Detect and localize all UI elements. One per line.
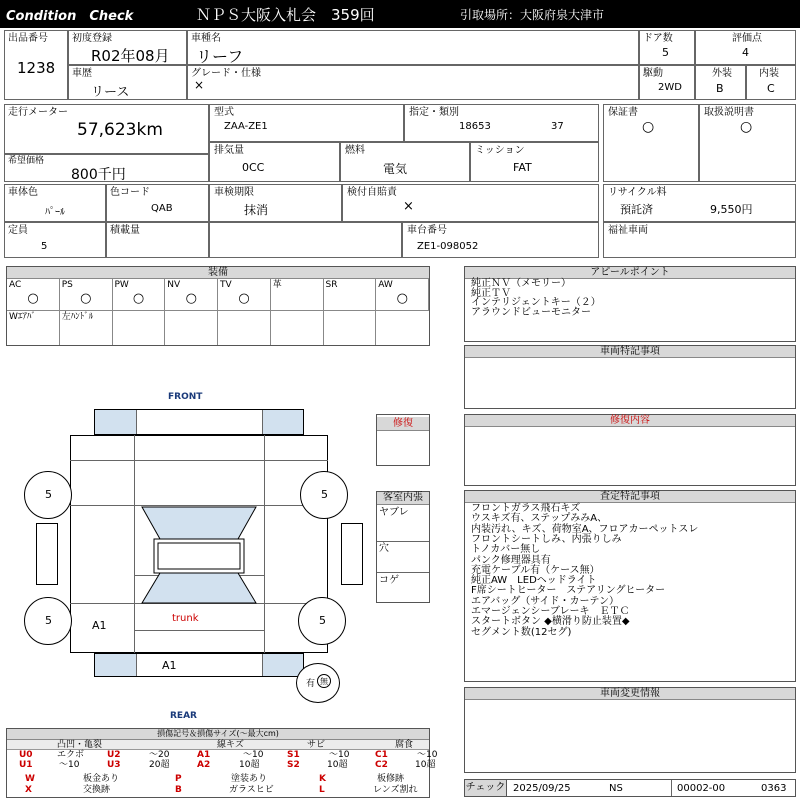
capacity-box xyxy=(4,222,106,258)
displacement-label: 排気量 xyxy=(214,145,244,156)
equipment-cell xyxy=(218,311,271,345)
grade-value: × xyxy=(194,78,205,92)
inspection-note-line: ウスキズ有、ステップみみA、 xyxy=(471,513,608,525)
color-box xyxy=(4,184,106,222)
manual-box xyxy=(699,104,796,182)
legend-code: A2 xyxy=(197,760,211,770)
legend-code: S2 xyxy=(287,760,300,770)
recycle-amount: 9,550円 xyxy=(710,203,753,216)
designation-value-2: 37 xyxy=(551,121,564,132)
legend-code: C2 xyxy=(375,760,388,770)
color-code-box xyxy=(106,184,209,222)
legend-row-3 xyxy=(7,774,429,785)
inspection-note-line: トノカバー無し xyxy=(471,544,541,556)
title-pickup-location: 引取場所：大阪府泉大津市 xyxy=(460,8,605,22)
grade-label: グレード・仕様 xyxy=(191,68,261,79)
mission-box xyxy=(470,142,599,182)
inspection-note-line: スタートボタン ◆横滑り防止装置◆ xyxy=(471,616,630,628)
rating-value: 4 xyxy=(742,46,749,59)
equipment-cell xyxy=(7,311,60,345)
car-name-value: リーフ xyxy=(196,47,244,66)
legend-text: ～10 xyxy=(329,750,350,760)
color-value: ﾊﾟｰﾙ xyxy=(45,207,65,218)
designation-label: 指定・類別 xyxy=(409,107,459,118)
legend-code: U0 xyxy=(19,750,33,760)
equipment-cell-label: PS xyxy=(61,280,73,290)
blank-info-box xyxy=(209,222,402,258)
equipment-cell xyxy=(271,311,324,345)
appeal-panel xyxy=(464,266,796,342)
inspection-note-line: 純正AW LEDヘッドライト xyxy=(471,575,597,587)
inspection-note-line: セグメント数(12セグ) xyxy=(471,626,572,638)
legend-text: 板金あり xyxy=(83,774,120,784)
equipment-cell xyxy=(165,311,218,345)
equipment-cell-label: 左ﾊﾝﾄﾞﾙ xyxy=(61,312,94,322)
liability-value: × xyxy=(403,199,414,214)
inspection-note-line: エマージェンシーブレーキ ＥＴＣ xyxy=(471,606,630,617)
tire-rear-right xyxy=(298,597,346,645)
model-box xyxy=(209,104,404,142)
fuel-label: 燃料 xyxy=(345,145,365,156)
vehicle-change-title: 車両変更情報 xyxy=(465,688,795,700)
spare-tire-label: 有 xyxy=(306,679,316,689)
repair-title: 修復 xyxy=(377,417,429,431)
tire-front-right xyxy=(300,471,348,519)
damage-mark-rear-bumper: A1 xyxy=(162,659,177,672)
check-footer xyxy=(464,779,796,797)
rating-label: 評価点 xyxy=(732,33,762,44)
exterior-label: 外装 xyxy=(712,68,732,79)
warranty-box xyxy=(603,104,699,182)
tire-front-right-value: 5 xyxy=(321,488,328,501)
interior-value: C xyxy=(767,82,775,95)
inspection-box xyxy=(209,184,342,222)
mission-value: FAT xyxy=(513,161,532,174)
fuel-box xyxy=(340,142,470,182)
designation-box xyxy=(404,104,599,142)
equipment-cell-label: 革 xyxy=(272,280,282,290)
inspection-note-line: パンク修理器具有 xyxy=(471,554,551,566)
tire-front-left-value: 5 xyxy=(45,488,52,501)
equipment-cell-label: NV xyxy=(167,280,181,290)
color-code-value: QAB xyxy=(151,203,173,214)
history-box xyxy=(68,65,187,100)
liability-box xyxy=(342,184,599,222)
front-right-corner xyxy=(262,410,303,434)
equipment-row-1 xyxy=(7,279,429,311)
spare-tire-mark: 無 xyxy=(317,674,331,688)
legend-row-2 xyxy=(7,760,436,770)
legend-code: S1 xyxy=(287,750,300,760)
appeal-line: 純正ＴＶ xyxy=(471,287,511,299)
legend-title: 損傷記号＆損傷サイズ(～最大cm) xyxy=(7,729,429,740)
body-divider-right xyxy=(264,435,265,653)
load-capacity-box xyxy=(106,222,209,258)
equipment-cell xyxy=(324,311,377,345)
legend-code: P xyxy=(175,774,182,784)
legend-text: 10超 xyxy=(327,760,348,770)
recycle-status: 預託済 xyxy=(620,203,653,216)
legend-text: 塗装あり xyxy=(231,774,268,784)
liability-label: 検付自賠責 xyxy=(347,187,397,198)
trunk-label: trunk xyxy=(172,613,199,624)
damage-mark-left-rear: A1 xyxy=(92,619,107,632)
inspection-note-line: 内装汚れ、キズ、荷物室A、フロアカーペットスレ xyxy=(471,523,699,535)
equipment-cell-value: ○ xyxy=(80,291,92,306)
warranty-value: ○ xyxy=(642,119,655,135)
inspection-notes-title: 査定特記事項 xyxy=(465,491,795,503)
first-registration-label: 初度登録 xyxy=(72,33,112,44)
legend-code: A1 xyxy=(197,750,211,760)
lot-number-box xyxy=(4,30,68,100)
equipment-cell xyxy=(60,311,113,345)
legend-code: U3 xyxy=(107,760,121,770)
body-divider-trunk xyxy=(134,630,264,631)
chassis-number-label: 車台番号 xyxy=(407,225,447,236)
legend-text: 10超 xyxy=(239,760,260,770)
footer-divider xyxy=(671,780,672,796)
repair-detail-title: 修復内容 xyxy=(465,415,795,427)
rear-divider-left xyxy=(136,654,137,676)
equipment-row-2 xyxy=(7,311,429,345)
equipment-cell-label: TV xyxy=(220,280,232,290)
legend-text: レンズ割れ xyxy=(373,785,418,795)
cabin-title: 客室内張 xyxy=(377,492,429,505)
first-registration-box xyxy=(68,30,187,65)
front-divider-right xyxy=(262,410,263,434)
equipment-cell-value: ○ xyxy=(27,291,39,306)
tire-front-left xyxy=(24,471,72,519)
repair-detail-panel xyxy=(464,414,796,486)
legend-header-corrosion: 腐食 xyxy=(395,740,414,750)
drive-box xyxy=(639,65,695,100)
mission-label: ミッション xyxy=(475,145,525,156)
desired-price-value: 800千円 xyxy=(71,167,126,183)
equipment-cell xyxy=(271,279,324,311)
equipment-cell xyxy=(60,279,113,311)
legend-text: ～10 xyxy=(59,760,80,770)
displacement-box xyxy=(209,142,340,182)
equipment-cell-value: ○ xyxy=(396,291,408,306)
legend-text: ～10 xyxy=(417,750,438,760)
window-glass xyxy=(134,505,264,605)
drive-label: 駆動 xyxy=(643,68,663,79)
first-registration-value: R02年08月 xyxy=(91,47,170,65)
inspection-note-line: 充電ケーブル有（ケース無） xyxy=(471,564,600,576)
legend-text: ガラスヒビ xyxy=(229,785,274,795)
inspection-note-line: エアバッグ（サイド・カーテン） xyxy=(471,595,619,607)
cabin-divider-1 xyxy=(377,541,429,542)
legend-text: ～20 xyxy=(149,750,170,760)
rear-right-corner xyxy=(262,654,303,676)
doors-box xyxy=(639,30,695,65)
equipment-cell-value: ○ xyxy=(238,291,250,306)
mileage-label: 走行メーター xyxy=(8,107,68,118)
equipment-cell xyxy=(324,279,377,311)
history-label: 車歴 xyxy=(72,68,92,79)
legend-text: 交換跡 xyxy=(83,785,111,795)
equipment-cell-label: AC xyxy=(9,280,22,290)
equipment-cell-label: PW xyxy=(114,280,129,290)
inspection-note-line: フロントシートしみ、内張りしみ xyxy=(471,533,622,545)
tire-rear-left xyxy=(24,597,72,645)
footer-code-1: 00002-00 xyxy=(677,783,726,794)
cabin-row-tear: ヤブレ xyxy=(379,507,409,518)
desired-price-label: 希望価格 xyxy=(8,156,45,166)
legend-code: U1 xyxy=(19,760,33,770)
capacity-label: 定員 xyxy=(8,225,28,236)
equipment-cell-label: SR xyxy=(325,280,338,290)
inspection-note-line: F席シートヒーター ステアリングヒーター xyxy=(471,585,666,597)
cabin-row-burn: コゲ xyxy=(379,575,399,586)
warranty-label: 保証書 xyxy=(608,107,638,118)
rear-divider-right xyxy=(262,654,263,676)
welfare-vehicle-box xyxy=(603,222,796,258)
recycle-label: リサイクル料 xyxy=(608,187,667,198)
cabin-row-hole: 穴 xyxy=(379,543,389,554)
inspection-label: 車検期限 xyxy=(214,187,254,198)
legend-text: 10超 xyxy=(415,760,436,770)
desired-price-box xyxy=(4,154,209,182)
front-divider-left xyxy=(136,410,137,434)
repair-panel xyxy=(376,414,430,466)
equipment-cell-label: Wｴｱﾊﾞ xyxy=(9,312,36,322)
displacement-value: 0CC xyxy=(242,161,265,174)
legend-code: U2 xyxy=(107,750,121,760)
tire-rear-right-value: 5 xyxy=(319,614,326,627)
load-capacity-label: 積載量 xyxy=(110,225,140,236)
rear-left-corner xyxy=(95,654,136,676)
manual-label: 取扱説明書 xyxy=(704,107,754,118)
exterior-value: B xyxy=(716,82,724,95)
legend-header-rust: サビ xyxy=(307,740,326,750)
legend-text: ～10 xyxy=(243,750,264,760)
legend-row-4 xyxy=(7,785,429,796)
equipment-cell xyxy=(218,279,271,311)
drive-value: 2WD xyxy=(658,82,682,93)
legend-text: 板修跡 xyxy=(377,774,405,784)
color-label: 車体色 xyxy=(8,187,38,198)
rating-box xyxy=(695,30,796,65)
equipment-cell xyxy=(113,279,166,311)
legend-header-row xyxy=(7,740,429,750)
vehicle-change-panel xyxy=(464,687,796,773)
legend-code: K xyxy=(319,774,326,784)
inspection-note-line: フロントガラス飛石キズ xyxy=(471,503,581,514)
exterior-box xyxy=(695,65,746,100)
legend-code: W xyxy=(25,774,35,784)
equipment-cell xyxy=(376,279,429,311)
rear-bumper-area xyxy=(94,653,304,677)
left-side-panel xyxy=(36,523,58,585)
title-auction: ＮＰＳ大阪入札会 359回 xyxy=(196,6,375,24)
cabin-panel xyxy=(376,491,430,603)
legend-row-1 xyxy=(7,750,438,760)
equipment-cell xyxy=(165,279,218,311)
legend-code: B xyxy=(175,785,182,795)
equipment-cell-value: ○ xyxy=(132,291,145,306)
legend-text: エクボ xyxy=(57,750,85,760)
rear-label: REAR xyxy=(170,711,197,721)
car-name-label: 車種名 xyxy=(191,33,221,44)
equipment-cell-value: ○ xyxy=(185,291,197,306)
designation-value-1: 18653 xyxy=(459,121,491,132)
equipment-panel xyxy=(6,266,430,346)
appeal-line: アラウンドビューモニター xyxy=(471,306,591,318)
legend-header-scratch: 線キズ xyxy=(217,740,244,750)
tire-rear-left-value: 5 xyxy=(45,614,52,627)
appeal-line: インテリジェントキー（２） xyxy=(471,297,601,308)
title-condition-check: Condition Check xyxy=(6,9,134,24)
front-label: FRONT xyxy=(168,392,203,402)
vehicle-special-panel xyxy=(464,345,796,409)
history-value: リース xyxy=(91,85,130,100)
footer-code-2: 0363 xyxy=(761,783,787,794)
mileage-box xyxy=(4,104,209,154)
color-code-label: 色コード xyxy=(110,187,150,198)
car-diagram xyxy=(10,385,370,725)
inspection-notes-panel xyxy=(464,490,796,682)
car-name-box xyxy=(187,30,639,65)
equipment-cell-label: AW xyxy=(378,280,393,290)
damage-legend xyxy=(6,728,438,798)
recycle-box xyxy=(603,184,796,222)
spare-tire xyxy=(296,663,340,703)
lot-number-label: 出品番号 xyxy=(8,33,48,44)
doors-value: 5 xyxy=(662,46,669,59)
legend-code: C1 xyxy=(375,750,388,760)
lot-number-value: 1238 xyxy=(17,59,56,77)
interior-box xyxy=(746,65,796,100)
vehicle-special-title: 車両特記事項 xyxy=(465,346,795,358)
inspection-value: 抹消 xyxy=(244,203,269,217)
cabin-divider-2 xyxy=(377,572,429,573)
welfare-vehicle-label: 福祉車両 xyxy=(608,225,648,236)
legend-text: 20超 xyxy=(149,760,170,770)
capacity-value: 5 xyxy=(41,241,48,252)
appeal-line: 純正ＮＶ（メモリー） xyxy=(471,278,571,289)
check-date: 2025/09/25 xyxy=(513,783,571,794)
chassis-number-box xyxy=(402,222,599,258)
check-label: チェック xyxy=(465,780,507,796)
legend-code: L xyxy=(319,785,325,795)
equipment-title: 装備 xyxy=(7,267,429,279)
interior-label: 内装 xyxy=(759,68,779,79)
mileage-value: 57,623km xyxy=(77,120,163,140)
model-label: 型式 xyxy=(214,107,234,118)
equipment-cell xyxy=(7,279,60,311)
checker-initials: NS xyxy=(609,783,623,794)
front-left-corner xyxy=(95,410,136,434)
model-value: ZAA-ZE1 xyxy=(224,121,268,132)
chassis-number-value: ZE1-098052 xyxy=(417,241,479,252)
grade-box xyxy=(187,65,639,100)
legend-code: X xyxy=(25,785,32,795)
right-side-panel xyxy=(341,523,363,585)
title-bar xyxy=(0,0,800,28)
front-bumper-area xyxy=(94,409,304,435)
equipment-cell xyxy=(113,311,166,345)
appeal-title: アピールポイント xyxy=(465,267,795,279)
manual-value: ○ xyxy=(740,119,753,135)
doors-label: ドア数 xyxy=(643,33,673,44)
legend-header-dent: 凸凹・亀裂 xyxy=(57,740,103,750)
fuel-value: 電気 xyxy=(383,162,408,176)
